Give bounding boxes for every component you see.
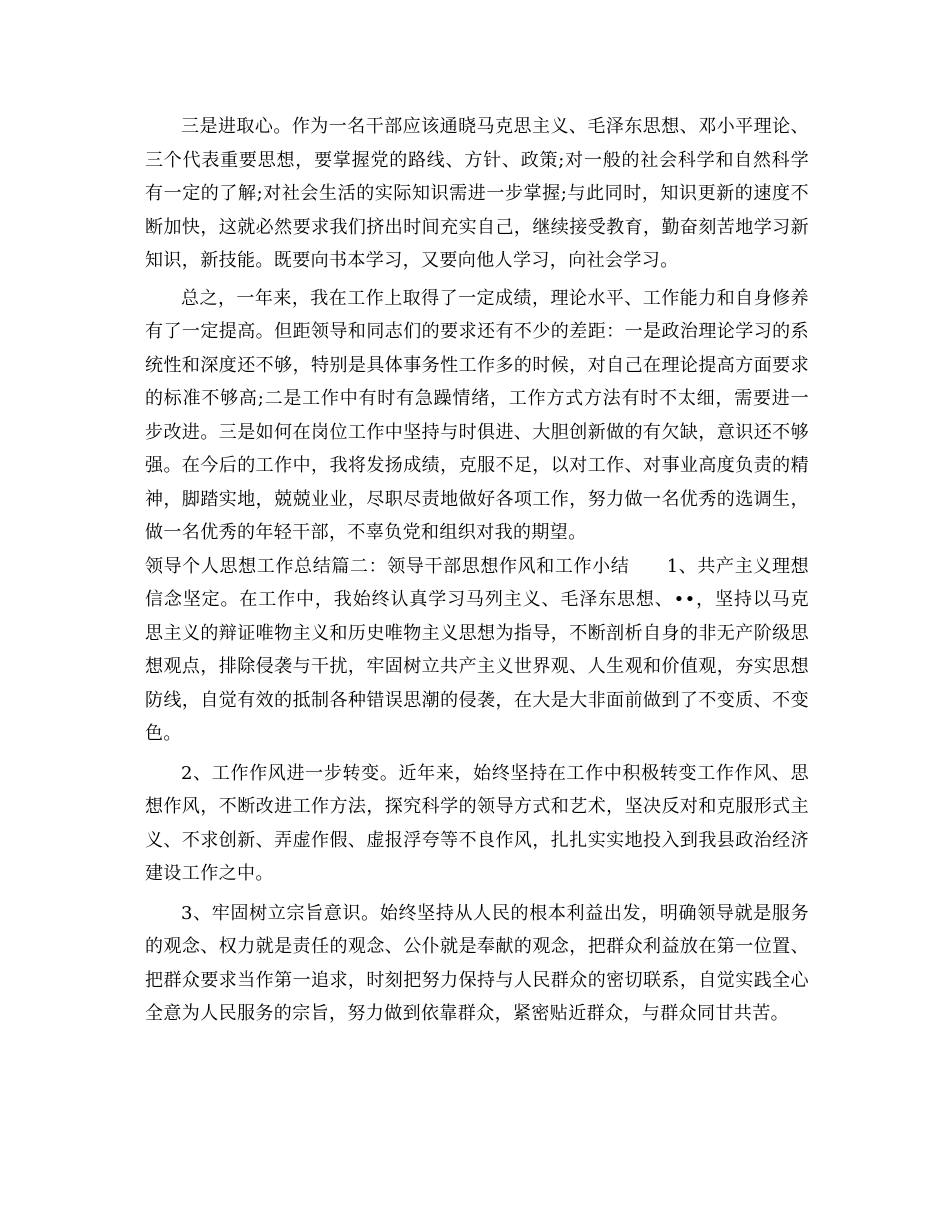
paragraph-work-style: 2、工作作风进一步转变。近年来，始终坚持在工作中积极转变工作作风、思想作风，不断改进工作方法，探究科学的领导方式和艺术，坚决反对和克服形式主义、不求创新、弄虚作假、虚报浮夸等不良作风，扎扎实实地投入到我县政治经济建设工作之中。 (145, 762, 809, 884)
paragraph-summary: 总之，一年来，我在工作上取得了一定成绩，理论水平、工作能力和自身修养有了一定提高。但距领导和同志们的要求还有不少的差距：一是政治理论学习的系统性和深度还不够，特别是具体事务性工作多的时候，对自己在理论提高方面要求的标准不够高;二是工作中有时有急躁情绪，工作方式方法有时不太细，需要进一步改进。三是如何在岗位工作中坚持与时俱进、大胆创新做的有欠缺，意识还不够强。在今后的工作中，我将发扬成绩，克服不足，以对工作、对事业高度负责的精神，脚踏实地，兢兢业业，尽职尽责地做好各项工作，努力做一名优秀的选调生，做一名优秀的年轻干部，不辜负党和组织对我的期望。 (145, 287, 809, 543)
paragraph-section-two: 领导个人思想工作总结篇二：领导干部思想作风和工作小结 1、共产主义理想信念坚定。在工作中，我始终认真学习马列主义、毛泽东思想、••，坚持以马克思主义的辩证唯物主义和历史唯物主义思想为指导，不断剖析自身的非无产阶级思想观点，排除侵袭与干扰，牢固树立共产主义世界观、人生观和价值观，夯实思想防线，自觉有效的抵制各种错误思潮的侵袭，在大是大非面前做到了不变质、不变色。 (145, 555, 809, 744)
document-page (145, 110, 809, 1031)
paragraph-ambition: 三是进取心。作为一名干部应该通晓马克思主义、毛泽东思想、邓小平理论、三个代表重要思想，要掌握党的路线、方针、政策;对一般的社会科学和自然科学有一定的了解;对社会生活的实际知识需进一步掌握;与此同时，知识更新的速度不断加快，这就必然要求我们挤出时间充实自己，继续接受教育，勤奋刻苦地学习新知识，新技能。既要向书本学习，又要向他人学习，向社会学习。 (145, 116, 809, 271)
paragraph-purpose: 3、牢固树立宗旨意识。始终坚持从人民的根本利益出发，明确领导就是服务的观念、权力就是责任的观念、公仆就是奉献的观念，把群众利益放在第一位置、把群众要求当作第一追求，时刻把努力保持与人民群众的密切联系，自觉实践全心全意为人民服务的宗旨，努力做到依靠群众，紧密贴近群众，与群众同甘共苦。 (145, 902, 809, 1024)
